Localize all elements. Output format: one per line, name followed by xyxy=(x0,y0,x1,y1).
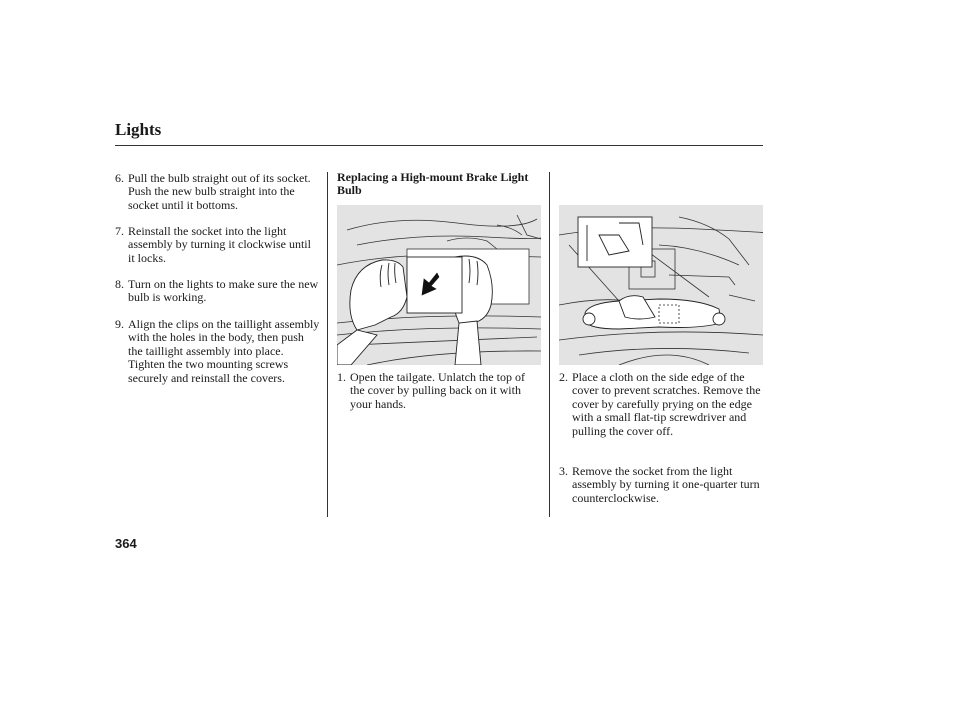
step-text: Remove the socket from the light assembly by turning it one-quarter turn counterclockwise. xyxy=(572,464,760,505)
step-number: 1. xyxy=(337,370,346,384)
step-8 xyxy=(115,278,320,305)
illustration-socket-removal xyxy=(559,205,763,365)
step-text: Turn on the lights to make sure the new bulb is working. xyxy=(128,277,319,305)
step-3 xyxy=(559,465,764,505)
step-number: 6. xyxy=(115,171,124,185)
step-number: 2. xyxy=(559,370,568,384)
step-text: Align the clips on the taillight assembly with the holes in the body, then push the taillight assembly into place. Tighten the two mounting screws securely and reinstall the covers. xyxy=(128,317,320,385)
step-text: Pull the bulb straight out of its socket. Push the new bulb straight into the socket until it bottoms. xyxy=(128,171,311,212)
step-number: 8. xyxy=(115,277,124,291)
section-heading: Replacing a High-mount Brake Light Bulb xyxy=(337,170,529,198)
step-1 xyxy=(337,371,542,411)
step-text: Open the tailgate. Unlatch the top of the cover by pulling back on it with your hands. xyxy=(350,370,525,411)
column-divider-right xyxy=(549,172,550,517)
step-number: 3. xyxy=(559,464,568,478)
step-7 xyxy=(115,225,320,265)
step-text: Reinstall the socket into the light assembly by turning it clockwise until it locks. xyxy=(128,224,311,265)
step-9 xyxy=(115,318,320,385)
step-text: Place a cloth on the side edge of the cover to prevent scratches. Remove the cover by carefully prying on the edge with a small flat-tip screwdriver and pulling the cover off. xyxy=(572,370,761,438)
step-2 xyxy=(559,371,764,438)
title-rule xyxy=(115,145,763,146)
page-number: 364 xyxy=(115,536,137,551)
step-number: 9. xyxy=(115,317,124,331)
illustration-cover-removal xyxy=(337,205,541,365)
step-6 xyxy=(115,172,320,212)
step-number: 7. xyxy=(115,224,124,238)
column-divider-left xyxy=(327,172,328,517)
page-title: Lights xyxy=(115,120,162,139)
